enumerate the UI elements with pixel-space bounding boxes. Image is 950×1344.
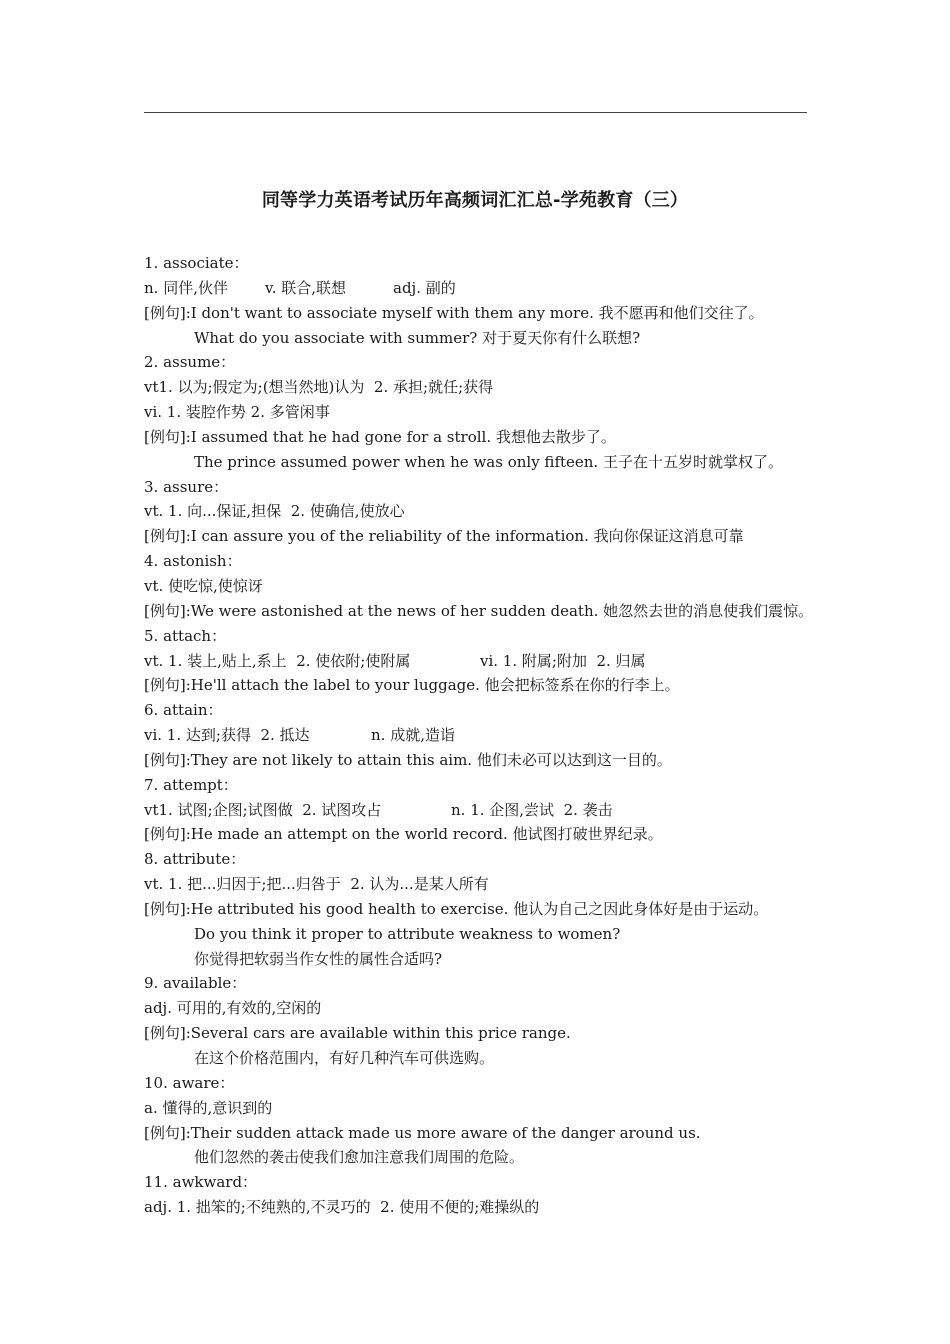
example-text: Several cars are available within this price range. [190,1024,571,1043]
definition-line [144,649,824,674]
definition-part: vt. 1. 向...保证,担保 2. 使确信,使放心 [144,502,405,521]
vocab-entry [144,350,824,474]
definition-line [144,276,824,301]
example-label: [例句]: [144,750,191,769]
definition-line [144,574,824,599]
header-rule [144,112,807,113]
definition-part: adj. 可用的,有效的,空闲的 [144,999,322,1018]
example-label: [例句]: [144,676,191,695]
example-text: I can assure you of the reliability of the information. 我向你保证这消息可靠 [190,527,744,546]
entry-headword: 2. assume： [144,353,236,372]
example-line [144,897,824,922]
vocab-entry [144,475,824,550]
vocab-entry [144,1170,824,1220]
example-label: [例句]: [144,1024,191,1043]
definition-part: vi. 1. 附属;附加 2. 归属 [480,651,646,670]
example-label: [例句]: [144,527,191,546]
example-line [144,748,824,773]
definition-part: n. 1. 企图,尝试 2. 袭击 [451,800,613,819]
page-title: 同等学力英语考试历年高频词汇汇总-学苑教育（三） [261,190,689,211]
definition-line [144,872,824,897]
example-line [144,1046,824,1071]
example-line [144,326,824,351]
example-line [144,922,824,947]
example-line [144,822,824,847]
entry-headword: 11. awkward： [144,1173,258,1192]
example-text: Their sudden attack made us more aware of the danger around us. [190,1123,701,1142]
definition-part: vi. 1. 达到;获得 2. 抵达 [144,726,310,745]
example-text: Do you think it proper to attribute weakness to women? [194,924,621,943]
definition-line [144,400,824,425]
definition-part: v. 联合,联想 [265,278,346,297]
example-text: What do you associate with summer? 对于夏天你有什么联想? [194,328,641,347]
example-label: [例句]: [144,303,191,322]
example-line [144,1021,824,1046]
entry-headword: 1. associate： [144,254,249,272]
example-label: [例句]: [144,601,191,620]
entry-headword: 7. attempt： [144,775,238,794]
example-text: 他们忽然的袭击使我们愈加注意我们周围的危险。 [194,1148,525,1167]
example-text: 在这个价格范围内，有好几种汽车可供选购。 [194,1049,495,1067]
entry-headword: 9. available： [144,974,247,993]
vocab-entry [144,773,824,848]
example-text: We were astonished at the news of her sudden death. 她忽然去世的消息使我们震惊。 [190,601,814,620]
entry-headword: 3. assure： [144,477,229,496]
definition-part: adj. 1. 拙笨的;不纯熟的,不灵巧的 2. 使用不便的;难操纵的 [144,1198,540,1217]
definition-line [144,1195,824,1220]
example-line [144,1145,824,1170]
example-text: 你觉得把软弱当作女性的属性合适吗? [194,949,443,968]
definition-line [144,1096,824,1121]
vocab-entry [144,549,824,624]
definition-line [144,798,824,823]
example-label: [例句]: [144,899,191,918]
definition-part: a. 懂得的,意识到的 [144,1098,273,1117]
definition-part: vt. 使吃惊,使惊讶 [144,576,263,595]
definition-part: vt. 1. 装上,贴上,系上 2. 使依附;使附属 [144,651,411,670]
example-text: I assumed that he had gone for a stroll. 我想他去散步了。 [190,427,616,446]
example-label: [例句]: [144,825,191,844]
definition-part: adj. 副的 [393,278,456,297]
vocab-entry [144,624,824,699]
example-line [144,673,824,698]
entry-headword: 10. aware： [144,1073,235,1092]
example-label: [例句]: [144,427,191,446]
example-text: I don't want to associate myself with them any more. 我不愿再和他们交往了。 [190,303,764,322]
definition-part: vi. 1. 装腔作势 2. 多管闲事 [144,403,330,422]
entry-headword: 5. attach： [144,626,227,645]
example-line [144,947,824,972]
example-label: [例句]: [144,1123,191,1142]
definition-part: vt. 1. 把...归因于;把...归咎于 2. 认为...是某人所有 [144,875,489,894]
example-line [144,301,824,326]
vocabulary-list [144,251,824,1220]
definition-part: vt1. 试图;企图;试图做 2. 试图攻占 [144,800,382,819]
vocab-entry [144,1071,824,1170]
example-line [144,425,824,450]
definition-line [144,723,824,748]
definition-line [144,499,824,524]
definition-line [144,375,824,400]
example-text: The prince assumed power when he was only fifteen. 王子在十五岁时就掌权了。 [194,452,783,471]
definition-part: n. 成就,造诣 [371,726,455,745]
example-line [144,450,824,475]
definition-part: n. 同伴,伙伴 [144,278,228,297]
vocab-entry [144,847,824,971]
vocab-entry [144,698,824,773]
example-text: He made an attempt on the world record. 他试图打破世界纪录。 [190,825,663,844]
definition-line [144,996,824,1021]
entry-headword: 4. astonish： [144,552,242,571]
example-text: He'll attach the label to your luggage. 他会把标签系在你的行李上。 [190,676,680,695]
example-line [144,599,824,624]
vocab-entry [144,971,824,1070]
example-text: They are not likely to attain this aim. 他们未必可以达到这一目的。 [190,750,672,769]
example-line [144,1121,824,1146]
entry-headword: 8. attribute： [144,850,246,869]
definition-part: vt1. 以为;假定为;(想当然地)认为 2. 承担;就任;获得 [144,378,494,397]
vocab-entry [144,251,824,350]
example-line [144,524,824,549]
entry-headword: 6. attain： [144,701,223,720]
example-text: He attributed his good health to exercise. 他认为自己之因此身体好是由于运动。 [190,899,769,918]
